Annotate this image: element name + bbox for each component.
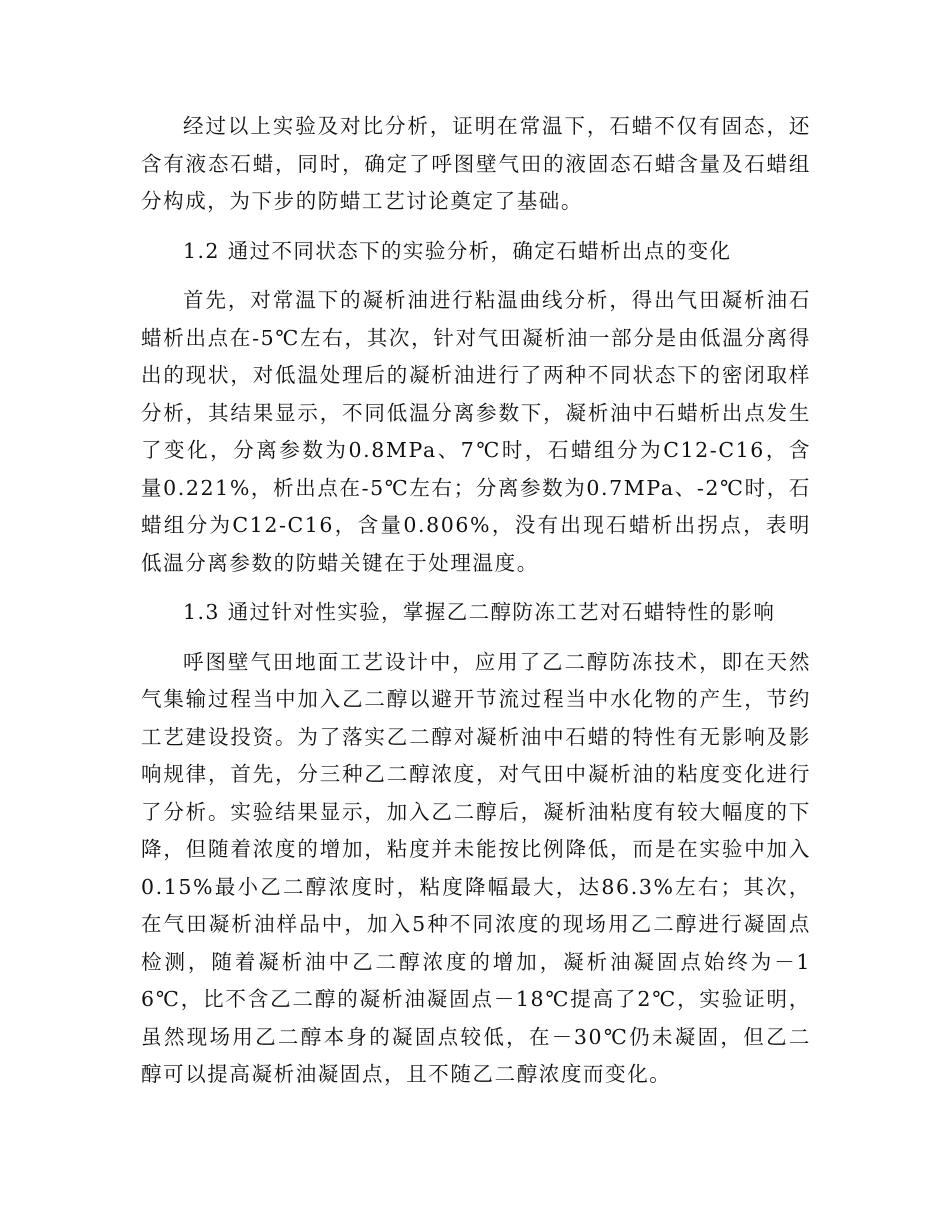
paragraph-glycol-effect: 呼图壁气田地面工艺设计中，应用了乙二醇防冻技术，即在天然气集输过程当中加入乙二醇以避开节流过程当中水化物的产生，节约工艺建设投资。为了落实乙二醇对凝析油中石蜡的特性有无影响及影响规律，首先，分三种乙二醇浓度，对气田中凝析油的粘度变化进行了分析。实验结果显示，加入乙二醇后，凝析油粘度有较大幅度的下降，但随着浓度的增加，粘度并未能按比例降低，而是在实验中加入0.15%最小乙二醇浓度时，粘度降幅最大，达86.3%左右；其次，在气田凝析油样品中，加入5种不同浓度的现场用乙二醇进行凝固点检测，随着凝析油中乙二醇浓度的增加，凝析油凝固点始终为－16℃，比不含乙二醇的凝析油凝固点－18℃提高了2℃，实验证明，虽然现场用乙二醇本身的凝固点较低，在－30℃仍未凝固，但乙二醇可以提高凝析油凝固点，且不随乙二醇浓度而变化。 (141, 649, 811, 1086)
paragraph-conclusion: 经过以上实验及对比分析，证明在常温下，石蜡不仅有固态，还含有液态石蜡，同时，确定了呼图壁气田的液固态石蜡含量及石蜡组分构成，为下步的防蜡工艺讨论奠定了基础。 (141, 114, 811, 213)
section-heading-1-2: 1.2 通过不同状态下的实验分析，确定石蜡析出点的变化 (183, 238, 732, 263)
document-body (141, 108, 811, 1106)
paragraph-wax-precipitation: 首先，对常温下的凝析油进行粘温曲线分析，得出气田凝析油石蜡析出点在-5℃左右，其次，针对气田凝析油一部分是由低温分离得出的现状，对低温处理后的凝析油进行了两种不同状态下的密闭取样分析，其结果显示，不同低温分离参数下，凝析油中石蜡析出点发生了变化，分离参数为0.8MPa、7℃时，石蜡组分为C12-C16，含量0.221%，析出点在-5℃左右；分离参数为0.7MPa、-2℃时，石蜡组分为C12-C16，含量0.806%，没有出现石蜡析出拐点，表明低温分离参数的防蜡关键在于处理温度。 (141, 288, 811, 575)
section-heading-1-3: 1.3 通过针对性实验，掌握乙二醇防冻工艺对石蜡特性的影响 (183, 600, 776, 624)
